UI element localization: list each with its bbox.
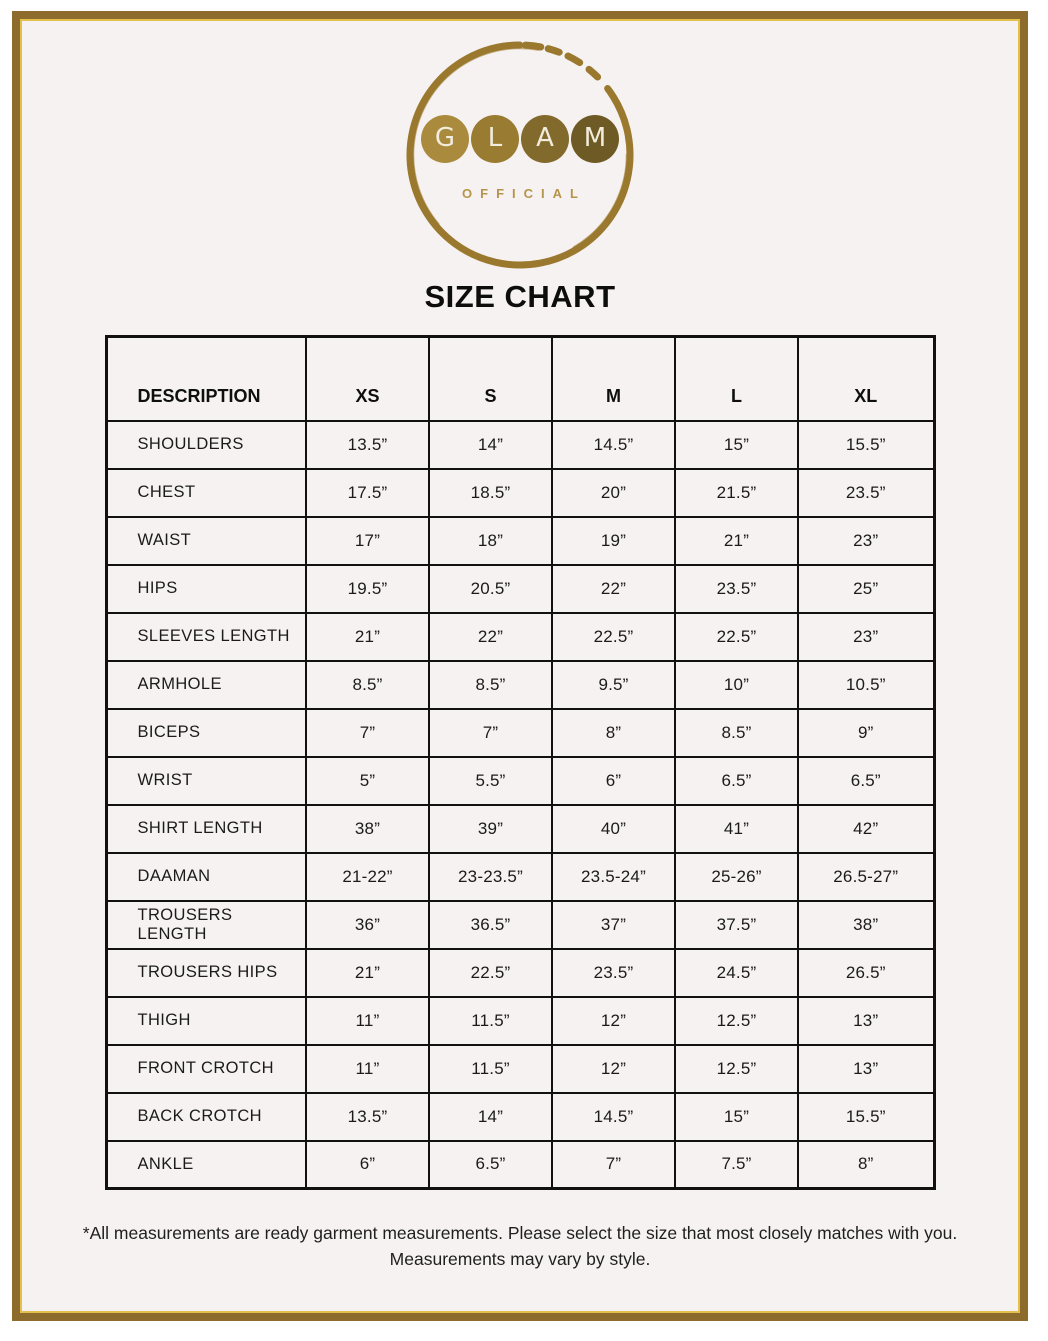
measurement-value-xl: 23” <box>798 613 934 661</box>
row-label: SLEEVES LENGTH <box>106 613 306 661</box>
measurement-value-l: 22.5” <box>675 613 798 661</box>
measurement-value-xs: 13.5” <box>306 421 429 469</box>
measurement-value-l: 37.5” <box>675 901 798 949</box>
measurement-value-m: 23.5” <box>552 949 675 997</box>
measurement-value-xl: 38” <box>798 901 934 949</box>
row-label: SHIRT LENGTH <box>106 805 306 853</box>
measurement-value-s: 18.5” <box>429 469 552 517</box>
measurement-value-m: 40” <box>552 805 675 853</box>
measurement-value-xl: 25” <box>798 565 934 613</box>
table-row <box>106 757 934 805</box>
measurement-value-s: 18” <box>429 517 552 565</box>
measurement-value-xl: 23.5” <box>798 469 934 517</box>
measurement-value-l: 41” <box>675 805 798 853</box>
table-row <box>106 1045 934 1093</box>
measurement-value-m: 7” <box>552 1141 675 1189</box>
table-row <box>106 853 934 901</box>
size-table-body <box>106 421 934 1189</box>
measurement-value-s: 8.5” <box>429 661 552 709</box>
measurement-value-xl: 10.5” <box>798 661 934 709</box>
measurement-value-m: 12” <box>552 997 675 1045</box>
measurement-value-xl: 6.5” <box>798 757 934 805</box>
measurement-value-m: 8” <box>552 709 675 757</box>
row-label: WRIST <box>106 757 306 805</box>
measurement-value-xl: 15.5” <box>798 421 934 469</box>
measurement-value-m: 9.5” <box>552 661 675 709</box>
table-row <box>106 1141 934 1189</box>
measurement-value-xs: 6” <box>306 1141 429 1189</box>
measurement-value-m: 20” <box>552 469 675 517</box>
measurement-value-xl: 26.5” <box>798 949 934 997</box>
measurement-value-xs: 11” <box>306 997 429 1045</box>
measurement-value-s: 14” <box>429 421 552 469</box>
measurement-value-xl: 13” <box>798 1045 934 1093</box>
table-row <box>106 613 934 661</box>
row-label: WAIST <box>106 517 306 565</box>
measurement-value-s: 36.5” <box>429 901 552 949</box>
measurement-value-l: 10” <box>675 661 798 709</box>
logo-letters <box>421 115 619 163</box>
measurement-value-s: 6.5” <box>429 1141 552 1189</box>
measurement-value-m: 37” <box>552 901 675 949</box>
measurement-value-l: 24.5” <box>675 949 798 997</box>
table-row <box>106 421 934 469</box>
measurement-value-xl: 13” <box>798 997 934 1045</box>
measurement-value-m: 6” <box>552 757 675 805</box>
measurement-value-m: 12” <box>552 1045 675 1093</box>
measurement-value-xs: 36” <box>306 901 429 949</box>
table-row <box>106 709 934 757</box>
measurement-value-xl: 26.5-27” <box>798 853 934 901</box>
page-title: SIZE CHART <box>424 279 616 314</box>
measurement-value-m: 23.5-24” <box>552 853 675 901</box>
row-label: FRONT CROTCH <box>106 1045 306 1093</box>
row-label: ANKLE <box>106 1141 306 1189</box>
measurement-value-s: 11.5” <box>429 997 552 1045</box>
measurement-value-m: 14.5” <box>552 421 675 469</box>
table-row <box>106 469 934 517</box>
measurement-value-m: 22.5” <box>552 613 675 661</box>
measurement-value-s: 11.5” <box>429 1045 552 1093</box>
row-label: TROUSERS HIPS <box>106 949 306 997</box>
measurement-value-l: 7.5” <box>675 1141 798 1189</box>
logo-letter-circle-l: L <box>471 115 519 163</box>
measurement-value-xs: 21” <box>306 613 429 661</box>
size-chart-table <box>105 335 936 1190</box>
measurement-value-s: 22.5” <box>429 949 552 997</box>
measurement-value-s: 23-23.5” <box>429 853 552 901</box>
table-row <box>106 565 934 613</box>
measurement-value-l: 21.5” <box>675 469 798 517</box>
measurement-value-xs: 8.5” <box>306 661 429 709</box>
measurement-value-s: 14” <box>429 1093 552 1141</box>
table-row <box>106 901 934 949</box>
measurement-value-xs: 19.5” <box>306 565 429 613</box>
measurement-value-l: 21” <box>675 517 798 565</box>
column-header-s: S <box>429 337 552 421</box>
measurement-value-s: 7” <box>429 709 552 757</box>
measurement-value-l: 12.5” <box>675 1045 798 1093</box>
size-table-header-row <box>106 337 934 421</box>
table-row <box>106 997 934 1045</box>
logo-letter-circle-g: G <box>421 115 469 163</box>
measurement-value-l: 25-26” <box>675 853 798 901</box>
measurement-value-m: 14.5” <box>552 1093 675 1141</box>
table-row <box>106 805 934 853</box>
measurement-value-xl: 42” <box>798 805 934 853</box>
measurement-value-xs: 17.5” <box>306 469 429 517</box>
measurement-value-xs: 17” <box>306 517 429 565</box>
row-label: DAAMAN <box>106 853 306 901</box>
logo-subtitle: OFFICIAL <box>462 186 586 201</box>
brand-header <box>20 39 1020 315</box>
measurement-value-l: 15” <box>675 1093 798 1141</box>
row-label: SHOULDERS <box>106 421 306 469</box>
measurement-value-l: 15” <box>675 421 798 469</box>
measurement-value-xl: 8” <box>798 1141 934 1189</box>
footer-note <box>20 1220 1020 1273</box>
column-header-l: L <box>675 337 798 421</box>
column-header-xl: XL <box>798 337 934 421</box>
measurement-value-xs: 5” <box>306 757 429 805</box>
measurement-value-xs: 21-22” <box>306 853 429 901</box>
measurement-value-l: 12.5” <box>675 997 798 1045</box>
table-row <box>106 517 934 565</box>
column-header-m: M <box>552 337 675 421</box>
column-header-description: DESCRIPTION <box>106 337 306 421</box>
footer-line-1: *All measurements are ready garment measurements. Please select the size that most closely matches with you. <box>82 1223 958 1243</box>
table-row <box>106 661 934 709</box>
measurement-value-s: 39” <box>429 805 552 853</box>
row-label: HIPS <box>106 565 306 613</box>
measurement-value-xl: 23” <box>798 517 934 565</box>
decorative-border-frame <box>12 11 1028 1321</box>
measurement-value-xs: 21” <box>306 949 429 997</box>
measurement-value-xl: 15.5” <box>798 1093 934 1141</box>
row-label: BACK CROTCH <box>106 1093 306 1141</box>
row-label: CHEST <box>106 469 306 517</box>
table-row <box>106 949 934 997</box>
row-label: ARMHOLE <box>106 661 306 709</box>
row-label: TROUSERS LENGTH <box>106 901 306 949</box>
measurement-value-m: 19” <box>552 517 675 565</box>
measurement-value-xs: 13.5” <box>306 1093 429 1141</box>
measurement-value-s: 5.5” <box>429 757 552 805</box>
measurement-value-s: 22” <box>429 613 552 661</box>
measurement-value-xs: 11” <box>306 1045 429 1093</box>
table-row <box>106 1093 934 1141</box>
row-label: THIGH <box>106 997 306 1045</box>
row-label: BICEPS <box>106 709 306 757</box>
measurement-value-s: 20.5” <box>429 565 552 613</box>
logo-letter-circle-m: M <box>571 115 619 163</box>
logo-letter-circle-a: A <box>521 115 569 163</box>
measurement-value-m: 22” <box>552 565 675 613</box>
measurement-value-xs: 38” <box>306 805 429 853</box>
brand-logo <box>404 39 636 271</box>
measurement-value-l: 8.5” <box>675 709 798 757</box>
footer-line-2: Measurements may vary by style. <box>389 1249 651 1270</box>
column-header-xs: XS <box>306 337 429 421</box>
measurement-value-xs: 7” <box>306 709 429 757</box>
measurement-value-l: 6.5” <box>675 757 798 805</box>
measurement-value-xl: 9” <box>798 709 934 757</box>
measurement-value-l: 23.5” <box>675 565 798 613</box>
